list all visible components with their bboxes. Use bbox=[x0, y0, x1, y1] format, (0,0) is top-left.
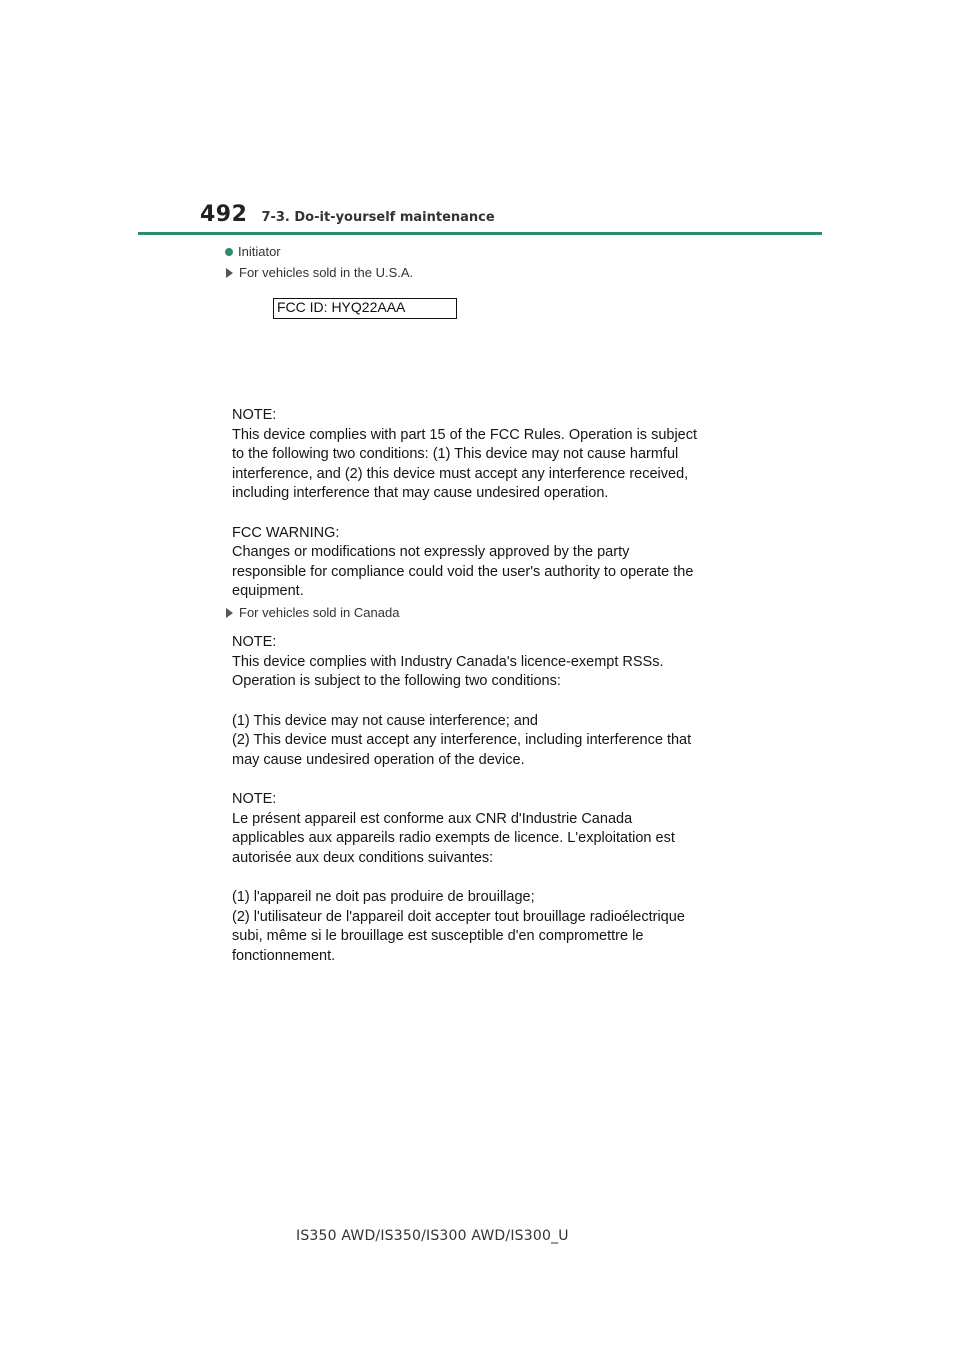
text-line: equipment. bbox=[232, 583, 304, 599]
note-title: NOTE: bbox=[232, 791, 277, 807]
text-line: Le présent appareil est conforme aux CNR d'Industrie Canada bbox=[232, 810, 633, 827]
usa-heading-row bbox=[226, 265, 413, 280]
text-line: (2) This device must accept any interference, including interference that bbox=[232, 732, 692, 748]
text-line: including interference that may cause undesired operation. bbox=[232, 485, 609, 501]
text-line: responsible for compliance could void the user's authority to operate the bbox=[232, 563, 694, 580]
text-line: This device complies with Industry Canada's licence-exempt RSSs. bbox=[232, 653, 664, 670]
text-line: (1) l'appareil ne doit pas produire de brouillage; bbox=[232, 889, 535, 905]
section-title: 7-3. Do-it-yourself maintenance bbox=[261, 210, 495, 225]
text-line: (1) This device may not cause interference; and bbox=[232, 712, 539, 729]
initiator-bullet bbox=[225, 244, 281, 259]
text-line: to the following two conditions: (1) This device may not cause harmful bbox=[232, 446, 679, 462]
text-line: (2) l'utilisateur de l'appareil doit accepter tout brouillage radioélectrique bbox=[232, 908, 685, 925]
canada-note-block bbox=[232, 633, 742, 966]
text-line: Operation is subject to the following two conditions: bbox=[232, 673, 561, 689]
triangle-right-icon bbox=[226, 608, 233, 618]
usa-heading: For vehicles sold in the U.S.A. bbox=[239, 265, 414, 280]
initiator-label: Initiator bbox=[238, 244, 281, 259]
text-line: interference, and (2) this device must accept any interference received, bbox=[232, 465, 689, 482]
note-title: NOTE: bbox=[232, 407, 277, 423]
page-footer: IS350 AWD/IS350/IS300 AWD/IS300_U bbox=[296, 1228, 569, 1244]
text-line: applicables aux appareils radio exempts de licence. L'exploitation est bbox=[232, 830, 675, 846]
fcc-id-label: FCC ID: HYQ22AAA bbox=[273, 298, 457, 319]
text-line: subi, même si le brouillage est susceptible d'en compromettre le bbox=[232, 928, 644, 944]
text-line: fonctionnement. bbox=[232, 947, 336, 964]
triangle-right-icon bbox=[226, 268, 233, 278]
bullet-dot-icon bbox=[225, 248, 233, 256]
canada-heading-row bbox=[226, 605, 399, 620]
canada-heading: For vehicles sold in Canada bbox=[239, 605, 400, 620]
page-header bbox=[200, 202, 495, 227]
text-line: Changes or modifications not expressly approved by the party bbox=[232, 544, 630, 560]
usa-note-block bbox=[232, 406, 742, 602]
note-title: NOTE: bbox=[232, 634, 277, 650]
text-line: autorisée aux deux conditions suivantes: bbox=[232, 849, 494, 866]
page-number: 492 bbox=[200, 202, 248, 227]
text-line: may cause undesired operation of the device. bbox=[232, 751, 525, 768]
warning-title: FCC WARNING: bbox=[232, 524, 340, 541]
header-rule bbox=[138, 232, 822, 235]
text-line: This device complies with part 15 of the FCC Rules. Operation is subject bbox=[232, 426, 698, 443]
